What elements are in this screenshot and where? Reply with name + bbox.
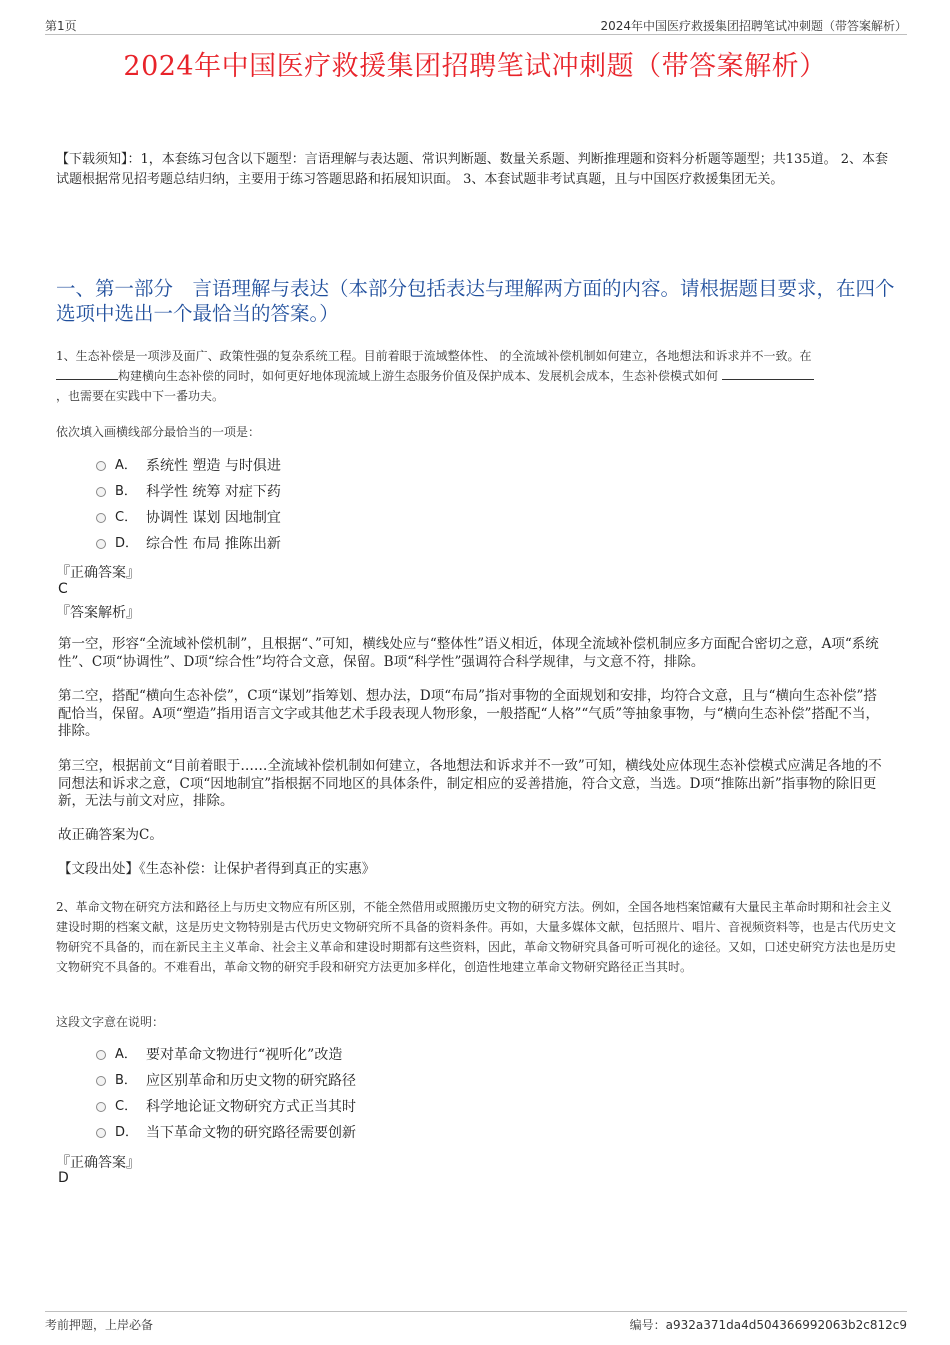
download-notice: 【下载须知】：1，本套练习包含以下题型：言语理解与表达题、常识判断题、数量关系题、判断推理题和资料分析题等题型；共135道。 2、本套试题根据常见招考题总结归纳，主要用于练习答题思路和拓展知识面。 3、本套试题非考试真题，且与中国医疗救援集团无关。 — [56, 152, 888, 187]
option-letter: D． — [115, 536, 139, 551]
question-1-stem-part-1: 1、生态补偿是一项涉及面广、政策性强的复杂系统工程。目前着眼于流域整体性、 的全流域补偿机制如何建立，各地想法和诉求并不一致。在 — [56, 349, 812, 363]
document-code-value: a932a371da4d504366992063b2c812c9 — [665, 1318, 907, 1332]
analysis-paragraph-1: 第一空，形容“全流域补偿机制”，且根据“、”可知，横线处应与“整体性”语义相近，体现全流域补偿机制应多方面配合密切之意，A项“系统性”、C项“协调性”、D项“综合性”均符合文意，保留。B项“科学性”强调符合科学规律，与文意不符，排除。 — [58, 636, 879, 670]
document-title: 2024年中国医疗救援集团招聘笔试冲刺题（带答案解析） — [123, 51, 827, 82]
page-header — [45, 14, 907, 35]
analysis-paragraph-3: 第三空，根据前文“目前着眼于……全流域补偿机制如何建立，各地想法和诉求并不一致”可知，横线处应体现生态补偿模式应满足各地的不同想法和诉求之意，C项“因地制宜”指根据不同地区的具体条件，制定相应的妥善措施，符合文意，当选。D项“推陈出新”指事物的除旧更新，无法与前文对应，排除。 — [58, 758, 882, 809]
option-text: 综合性 布局 推陈出新 — [146, 536, 281, 552]
option-letter: A． — [115, 458, 137, 473]
option-text: 当下革命文物的研究路径需要创新 — [146, 1125, 356, 1141]
section-heading: 一、第一部分 言语理解与表达（本部分包括表达与理解两方面的内容。请根据题目要求，在四个选项中选出一个最恰当的答案。） — [56, 277, 895, 325]
question-1-option-c[interactable] — [96, 505, 796, 531]
radio-icon[interactable] — [96, 1076, 106, 1086]
analysis-conclusion: 故正确答案为C。 — [58, 827, 163, 843]
radio-icon[interactable] — [96, 513, 106, 523]
option-text: 要对革命文物进行“视听化”改造 — [146, 1047, 343, 1063]
question-2-options — [96, 1042, 796, 1146]
question-2-option-b[interactable] — [96, 1068, 796, 1094]
question-1-analysis-label: 『答案解析』 — [56, 605, 140, 621]
radio-icon[interactable] — [96, 539, 106, 549]
question-1-options — [96, 453, 796, 557]
question-1-answer: C — [58, 581, 68, 597]
radio-icon[interactable] — [96, 1050, 106, 1060]
question-1-answer-label: 『正确答案』 — [56, 565, 140, 581]
question-2-option-a[interactable] — [96, 1042, 796, 1068]
document-code-label: 编号： — [629, 1318, 666, 1332]
question-1-option-d[interactable] — [96, 531, 796, 557]
question-2-answer: D — [58, 1170, 69, 1186]
question-1-option-b[interactable] — [96, 479, 796, 505]
option-letter: B． — [115, 1073, 137, 1088]
option-letter: C． — [115, 1099, 138, 1114]
question-1-option-a[interactable] — [96, 453, 796, 479]
page-footer — [45, 1311, 907, 1334]
question-2-stem: 2、革命文物在研究方法和路径上与历史文物应有所区别，不能全然借用或照搬历史文物的研究方法。例如，全国各地档案馆藏有大量民主革命时期和社会主义建设时期的档案文献，这是历史文物特别是古代历史文物研究所不具备的资料条件。再如，大量多媒体文献，包括照片、唱片、音视频资料等，也是古代历史文物研究不具备的，而在新民主主义革命、社会主义革命和建设时期都有这些资料，因此，革命文物研究具备可听可视化的途径。又如，口述史研究方法也是历史文物研究不具备的。不难看出，革命文物的研究手段和研究方法更加多样化，创造性地建立革命文物研究路径正当其时。 — [56, 900, 897, 974]
header-doc-name: 2024年中国医疗救援集团招聘笔试冲刺题（带答案解析） — [600, 19, 907, 33]
option-letter: C． — [115, 510, 138, 525]
question-2-prompt: 这段文字意在说明： — [56, 1015, 165, 1029]
option-text: 系统性 塑造 与时俱进 — [146, 458, 281, 474]
option-text: 协调性 谋划 因地制宜 — [146, 510, 281, 526]
question-1-stem-part-2: 构建横向生态补偿的同时，如何更好地体现流域上游生态服务价值及保护成本、发展机会成本，生态补偿模式如何 — [118, 369, 719, 383]
option-text: 应区别革命和历史文物的研究路径 — [146, 1073, 356, 1089]
radio-icon[interactable] — [96, 1128, 106, 1138]
radio-icon[interactable] — [96, 461, 106, 471]
option-letter: D． — [115, 1125, 139, 1140]
question-1-stem — [56, 346, 898, 406]
fill-blank-3 — [722, 367, 814, 380]
passage-source: 【文段出处】《生态补偿：让保护者得到真正的实惠》 — [58, 861, 376, 877]
option-letter: B． — [115, 484, 137, 499]
option-text: 科学性 统筹 对症下药 — [146, 484, 281, 500]
question-1-prompt: 依次填入画横线部分最恰当的一项是： — [56, 425, 261, 439]
question-2-answer-label: 『正确答案』 — [56, 1155, 140, 1171]
analysis-paragraph-2: 第二空，搭配“横向生态补偿”，C项“谋划”指筹划、想办法，D项“布局”指对事物的全面规划和安排，均符合文意，且与“横向生态补偿”搭配恰当，保留。A项“塑造”指用语言文字或其他艺术手段表现人物形象，一般搭配“人格”“气质”等抽象事物，与“横向生态补偿”搭配不当，排除。 — [58, 688, 879, 739]
page-number: 第1页 — [45, 19, 77, 33]
fill-blank-2 — [56, 367, 118, 380]
radio-icon[interactable] — [96, 1102, 106, 1112]
option-letter: A． — [115, 1047, 137, 1062]
option-text: 科学地论证文物研究方式正当其时 — [146, 1099, 356, 1115]
document-code — [630, 1316, 907, 1333]
question-2-option-d[interactable] — [96, 1120, 796, 1146]
radio-icon[interactable] — [96, 487, 106, 497]
question-1-stem-part-3: ，也需要在实践中下一番功夫。 — [56, 389, 225, 403]
question-2-option-c[interactable] — [96, 1094, 796, 1120]
footer-slogan: 考前押题，上岸必备 — [45, 1318, 154, 1332]
